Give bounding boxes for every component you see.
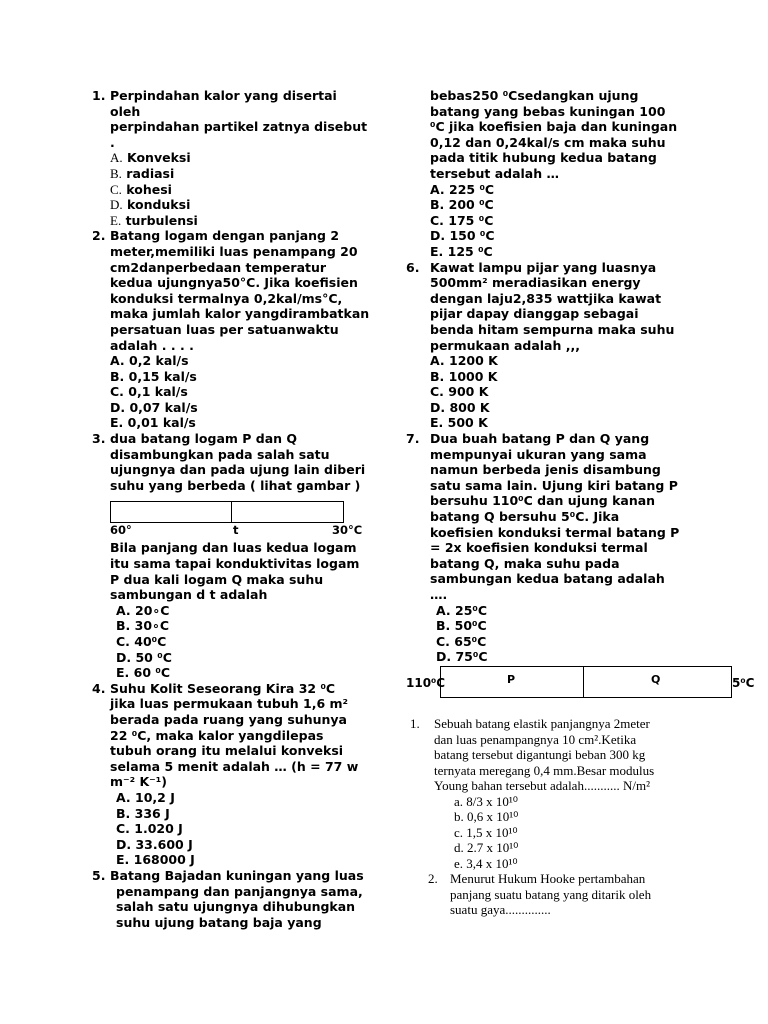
question-2 (92, 228, 372, 353)
option-b[interactable]: b. 0,6 x 10¹⁰ (454, 809, 519, 824)
option-c[interactable]: C. kohesi (110, 181, 172, 197)
rod2-junction (583, 667, 584, 697)
option-e[interactable]: E. 125 ⁰C (430, 243, 493, 259)
option-d[interactable]: D. 0,07 kal/s (110, 399, 198, 415)
question-text: Suhu Kolit Seseorang Kira 32 ⁰C jika luas permukaan tubuh 1,6 m² berada pada ruang yang suhunya 22 ⁰C, maka kalor yangdilepas tubuh orang itu melalui konveksi selama 5 menit adalah … (h = 77 w m⁻² K⁻¹) (110, 680, 359, 790)
option-d[interactable]: D. 33.600 J (116, 836, 193, 852)
question-1-options (110, 150, 372, 228)
rod-labels (110, 523, 363, 540)
option-a[interactable]: A. Konveksi (110, 150, 191, 166)
rod-junction-label: t (233, 523, 239, 538)
option-c[interactable]: C. 40⁰C (116, 634, 167, 649)
option-c[interactable]: C. 175 ⁰C (430, 212, 494, 228)
option-a[interactable]: A. 25⁰C (436, 602, 488, 618)
question-4 (92, 681, 372, 790)
rod2-left-temp: 110⁰C (406, 676, 446, 690)
question-number: 2. (92, 228, 106, 244)
question-number: 4. (92, 680, 106, 696)
option-c[interactable]: C. 900 K (430, 384, 489, 400)
option-b[interactable]: B. 1000 K (430, 368, 498, 384)
rod2-diagram (440, 666, 732, 698)
question-number: 5. (92, 867, 106, 883)
option-e[interactable]: E. 0,01 kal/s (110, 415, 196, 431)
question-4-options (116, 790, 372, 868)
option-c[interactable]: c. 1,5 x 10¹⁰ (454, 824, 518, 840)
option-d[interactable]: D. konduksi (110, 197, 191, 213)
option-e[interactable]: E. 60 ⁰C (116, 665, 171, 681)
option-a[interactable]: a. 8/3 x 10¹⁰ (454, 793, 518, 809)
option-d[interactable]: D. 800 K (430, 399, 490, 415)
question-7-options (436, 603, 696, 665)
question-2-options (110, 353, 372, 431)
option-b[interactable]: B. 30∘C (116, 618, 170, 634)
option-c[interactable]: C. 1.020 J (116, 821, 183, 837)
question-6 (406, 260, 696, 354)
question-text: Sebuah batang elastik panjangnya 2meter dan luas penampangnya 10 cm².Ketika batang tersebut digantungi beban 300 kg ternyata meregang 0,4 mm.Besar modulus Young bahan tersebut adalah........... N/m² (434, 716, 655, 793)
question-7 (406, 431, 696, 603)
option-b[interactable]: B. radiasi (110, 165, 175, 181)
serif-question-1-options (454, 794, 710, 872)
rod-junction (231, 502, 232, 522)
question-number: 2. (428, 871, 438, 886)
question-number: 3. (92, 431, 106, 447)
option-d[interactable]: D. 50 ⁰C (116, 649, 172, 665)
question-5-options (430, 182, 696, 260)
option-a[interactable]: A. 1200 K (430, 353, 498, 369)
rod-right-temp: 30°C (332, 523, 363, 538)
question-text: Menurut Hukum Hooke pertambahan panjang suatu batang yang ditarik oleh suatu gaya.............. (450, 871, 652, 917)
question-text: Perpindahan kalor yang disertai oleh perpindahan partikel zatnya disebut . (110, 88, 368, 150)
option-c[interactable]: C. 65⁰C (436, 633, 487, 649)
question-number: 1. (92, 88, 106, 103)
question-3-text-cont: Bila panjang dan luas kedua logam itu sama tapai konduktivitas logam P dua kali logam Q maka suhu sambungan d t adalah (110, 540, 360, 603)
rod2-right-temp: 5⁰C (732, 676, 755, 690)
question-text: Dua buah batang P dan Q yang mempunyai ukuran yang sama namun berbeda jenis disambung satu sama lain. Ujung kiri batang P bersuhu 110⁰C dan ujung kanan batang Q bersuhu 5⁰C. Jika koefisien konduksi termal batang P = 2x koefisien konduksi termal batang Q, maka suhu pada sambungan kedua batang adalah …. (430, 431, 680, 602)
question-text: Batang logam dengan panjang 2 meter,memiliki luas penampang 20 cm2danperbedaan temperatur kedua ujungnya50°C. Jika koefisien konduksi termalnya 0,2kal/ms°C, maka jumlah kalor yangdirambatkan persatuan luas per satuanwaktu adalah . . . . (110, 228, 370, 353)
question-number: 6. (406, 259, 420, 275)
option-d[interactable]: d. 2.7 x 10¹⁰ (454, 840, 519, 855)
option-a[interactable]: A. 10,2 J (116, 789, 175, 805)
serif-question-2 (428, 871, 710, 918)
option-b[interactable]: B. 0,15 kal/s (110, 368, 197, 384)
question-1 (92, 88, 372, 150)
serif-question-1 (410, 716, 710, 794)
option-e[interactable]: e. 3,4 x 10¹⁰ (454, 855, 518, 871)
option-a[interactable]: A. 225 ⁰C (430, 181, 495, 197)
option-e[interactable]: E. turbulensi (110, 212, 198, 228)
option-b[interactable]: B. 50⁰C (436, 618, 487, 634)
question-6-options (430, 353, 696, 431)
rod-q-label: Q (651, 673, 661, 686)
question-text: Batang Bajadan kuningan yang luas penampang dan panjangnya sama, salah satu ujungnya dihubungkan suhu ujung batang baja yang (110, 867, 364, 930)
option-d[interactable]: D. 150 ⁰C (430, 228, 495, 244)
option-d[interactable]: D. 75⁰C (436, 649, 488, 665)
question-5 (92, 868, 372, 930)
right-column (406, 88, 696, 665)
serif-section (410, 716, 710, 918)
question-5-continued: bebas250 ⁰Csedangkan ujung batang yang bebas kuningan 100 ⁰C jika koefisien baja dan kuningan 0,12 dan 0,24kal/s cm maka suhu pada titik hubung kedua batang tersebut adalah … (430, 88, 678, 181)
option-b[interactable]: B. 200 ⁰C (430, 197, 494, 213)
rod-p-label: P (507, 673, 516, 686)
option-e[interactable]: E. 500 K (430, 415, 488, 431)
question-text: Kawat lampu pijar yang luasnya 500mm² meradiasikan energy dengan laju2,835 wattjika kawat pijar dapay dianggap sebagai benda hitam sempurna maka suhu permukaan adalah ,,, (430, 259, 675, 353)
question-number: 1. (410, 716, 420, 731)
left-column (92, 88, 372, 930)
rod-left-temp: 60° (110, 523, 132, 538)
option-c[interactable]: C. 0,1 kal/s (110, 384, 188, 400)
question-3-options (116, 603, 372, 681)
option-a[interactable]: A. 20∘C (116, 602, 170, 618)
option-a[interactable]: A. 0,2 kal/s (110, 353, 189, 369)
rod-diagram (110, 501, 344, 523)
option-b[interactable]: B. 336 J (116, 805, 170, 821)
question-3 (92, 431, 372, 493)
question-text: dua batang logam P dan Q disambungkan pada salah satu ujungnya dan pada ujung lain diberi suhu yang berbeda ( lihat gambar ) (110, 431, 366, 493)
option-e[interactable]: E. 168000 J (116, 852, 195, 868)
question-number: 7. (406, 431, 420, 447)
